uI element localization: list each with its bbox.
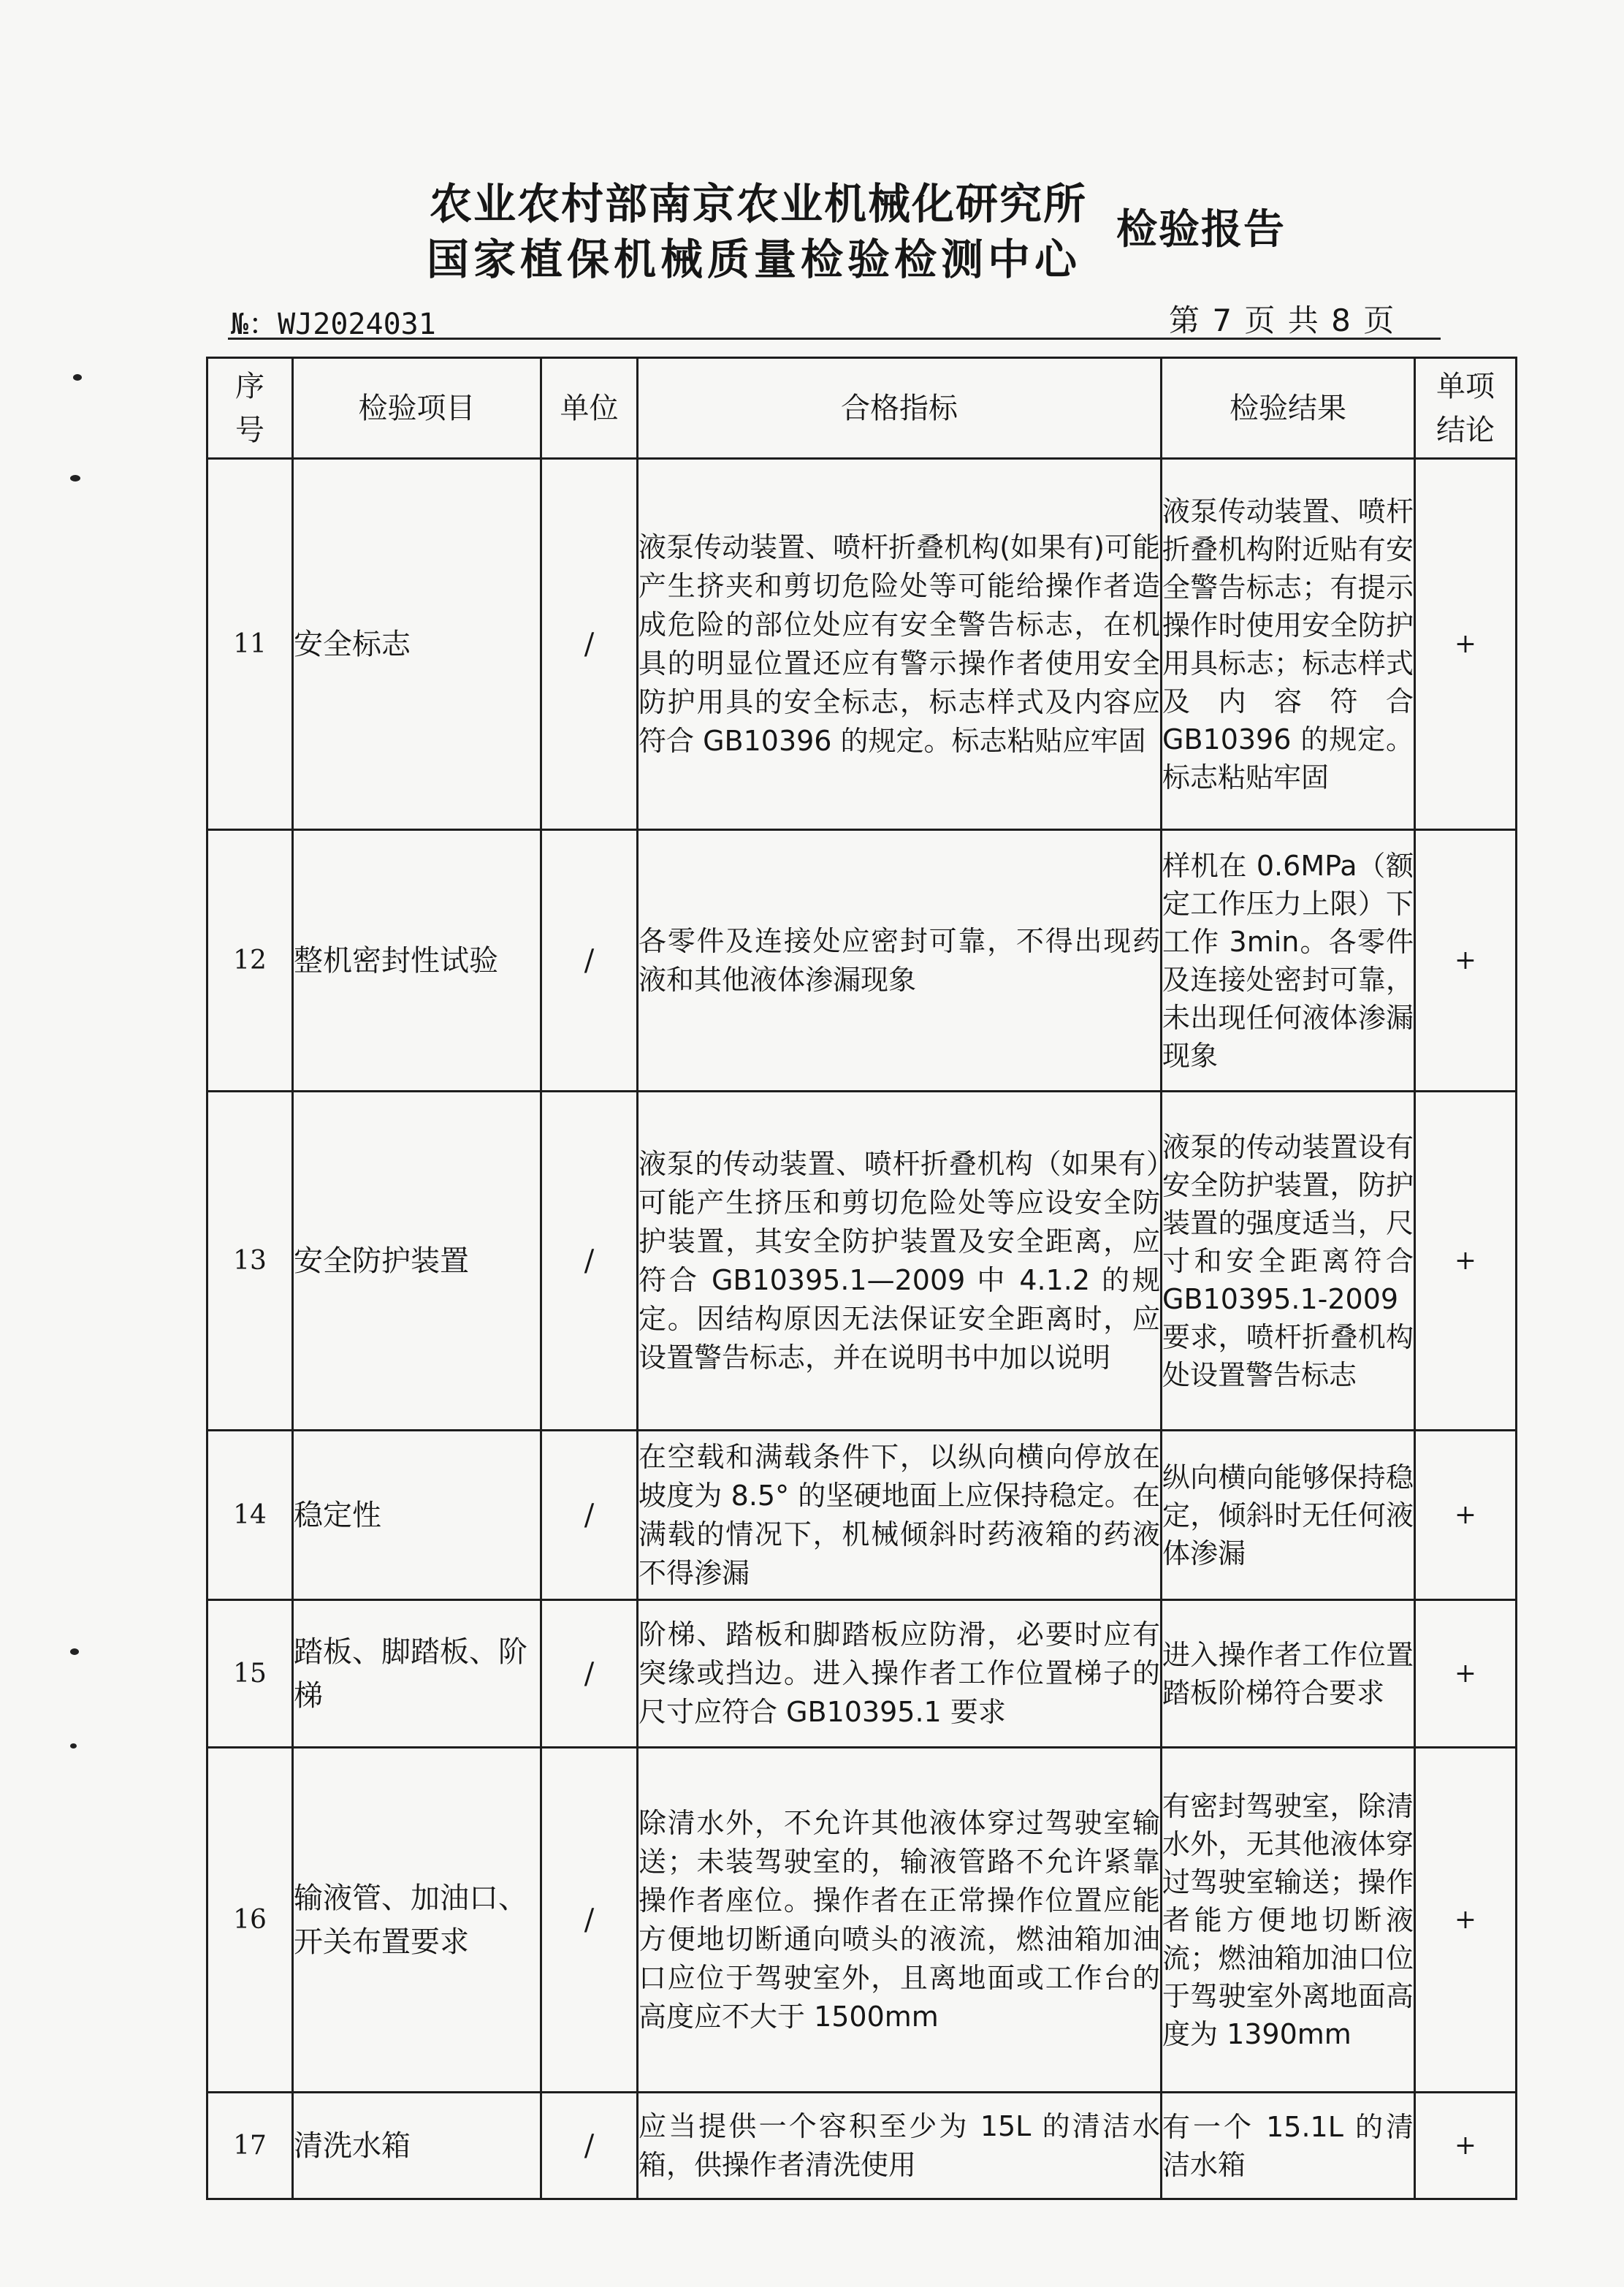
table-row (207, 1431, 1517, 1600)
result-text: 进入操作者工作位置踏板阶梯符合要求 (1162, 1600, 1415, 1748)
inspection-item: 安全防护装置 (293, 1092, 541, 1431)
row-number: 15 (207, 1600, 293, 1748)
unit: / (541, 1092, 638, 1431)
standard-text: 除清水外，不允许其他液体穿过驾驶室输送；未装驾驶室的，输液管路不允许紧靠操作者座位。操作者在正常操作位置应能方便地切断通向喷头的液流，燃油箱加油口应位于驾驶室外，且离地面或工作台的高度应不大于 1500mm (638, 1748, 1162, 2093)
table-row (207, 830, 1517, 1092)
col-header-unit: 单位 (541, 358, 638, 459)
col-header-result: 检验结果 (1162, 358, 1415, 459)
unit: / (541, 1600, 638, 1748)
inspection-item: 踏板、脚踏板、阶梯 (293, 1600, 541, 1748)
conclusion: + (1415, 1748, 1517, 2093)
unit: / (541, 459, 638, 830)
standard-text: 液泵的传动装置、喷杆折叠机构（如果有）可能产生挤压和剪切危险处等应设安全防护装置，其安全防护装置及安全距离，应符合 GB10395.1—2009 中 4.1.2 的规定。因结构原因无法保证安全距离时，应设置警告标志，并在说明书中加以说明 (638, 1092, 1162, 1431)
report-header (0, 0, 1624, 351)
page-info: 第 7 页 共 8 页 (1169, 302, 1396, 338)
table-row (207, 1092, 1517, 1431)
conclusion: + (1415, 1092, 1517, 1431)
table-header-row (207, 358, 1517, 459)
table-row (207, 1748, 1517, 2093)
org-name-line2: 国家植保机械质量检验检测中心 (427, 235, 1082, 284)
standard-text: 阶梯、踏板和脚踏板应防滑，必要时应有突缘或挡边。进入操作者工作位置梯子的尺寸应符合 GB10395.1 要求 (638, 1600, 1162, 1748)
inspection-table (206, 357, 1517, 2200)
table-row (207, 2093, 1517, 2199)
row-number: 16 (207, 1748, 293, 2093)
binding-hole-mark (70, 1648, 79, 1655)
unit: / (541, 2093, 638, 2199)
conclusion: + (1415, 830, 1517, 1092)
unit: / (541, 1748, 638, 2093)
unit: / (541, 1431, 638, 1600)
col-header-standard: 合格指标 (638, 358, 1162, 459)
header-rule (228, 338, 1441, 340)
result-text: 有密封驾驶室，除清水外，无其他液体穿过驾驶室输送；操作者能方便地切断液流；燃油箱加油口位于驾驶室外离地面高度为 1390mm (1162, 1748, 1415, 2093)
conclusion: + (1415, 2093, 1517, 2199)
col-header-item: 检验项目 (293, 358, 541, 459)
result-text: 纵向横向能够保持稳定，倾斜时无任何液体渗漏 (1162, 1431, 1415, 1600)
inspection-item: 输液管、加油口、开关布置要求 (293, 1748, 541, 2093)
binding-hole-mark (73, 374, 82, 381)
result-text: 样机在 0.6MPa（额定工作压力上限）下工作 3min。各零件及连接处密封可靠，未出现任何液体渗漏现象 (1162, 830, 1415, 1092)
row-number: 17 (207, 2093, 293, 2199)
report-title: 检验报告 (1116, 206, 1286, 254)
row-number: 12 (207, 830, 293, 1092)
row-number: 14 (207, 1431, 293, 1600)
report-number: №：WJ2024031 (231, 308, 436, 341)
table-row (207, 1600, 1517, 1748)
row-number: 13 (207, 1092, 293, 1431)
standard-text: 在空载和满载条件下，以纵向横向停放在坡度为 8.5° 的坚硬地面上应保持稳定。在满载的情况下，机械倾斜时药液箱的药液不得渗漏 (638, 1431, 1162, 1600)
conclusion: + (1415, 459, 1517, 830)
row-number: 11 (207, 459, 293, 830)
result-text: 液泵的传动装置设有安全防护装置，防护装置的强度适当，尺寸和安全距离符合 GB10395.1-2009 要求，喷杆折叠机构处设置警告标志 (1162, 1092, 1415, 1431)
standard-text: 各零件及连接处应密封可靠，不得出现药液和其他液体渗漏现象 (638, 830, 1162, 1092)
inspection-item: 整机密封性试验 (293, 830, 541, 1092)
inspection-item: 清洗水箱 (293, 2093, 541, 2199)
binding-hole-mark (70, 1743, 77, 1748)
col-header-conclusion: 单项结论 (1415, 358, 1517, 459)
col-header-no: 序号 (207, 358, 293, 459)
conclusion: + (1415, 1431, 1517, 1600)
org-name-line1: 农业农村部南京农业机械化研究所 (430, 179, 1088, 229)
result-text: 有一个 15.1L 的清洁水箱 (1162, 2093, 1415, 2199)
inspection-item: 安全标志 (293, 459, 541, 830)
conclusion: + (1415, 1600, 1517, 1748)
result-text: 液泵传动装置、喷杆折叠机构附近贴有安全警告标志；有提示操作时使用安全防护用具标志；标志样式及内容符合 GB10396 的规定。标志粘贴牢固 (1162, 459, 1415, 830)
unit: / (541, 830, 638, 1092)
standard-text: 液泵传动装置、喷杆折叠机构(如果有)可能产生挤夹和剪切危险处等可能给操作者造成危险的部位处应有安全警告标志，在机具的明显位置还应有警示操作者使用安全防护用具的安全标志，标志样式及内容应符合 GB10396 的规定。标志粘贴应牢固 (638, 459, 1162, 830)
standard-text: 应当提供一个容积至少为 15L 的清洁水箱，供操作者清洗使用 (638, 2093, 1162, 2199)
inspection-item: 稳定性 (293, 1431, 541, 1600)
table-row (207, 459, 1517, 830)
binding-hole-mark (70, 475, 80, 482)
